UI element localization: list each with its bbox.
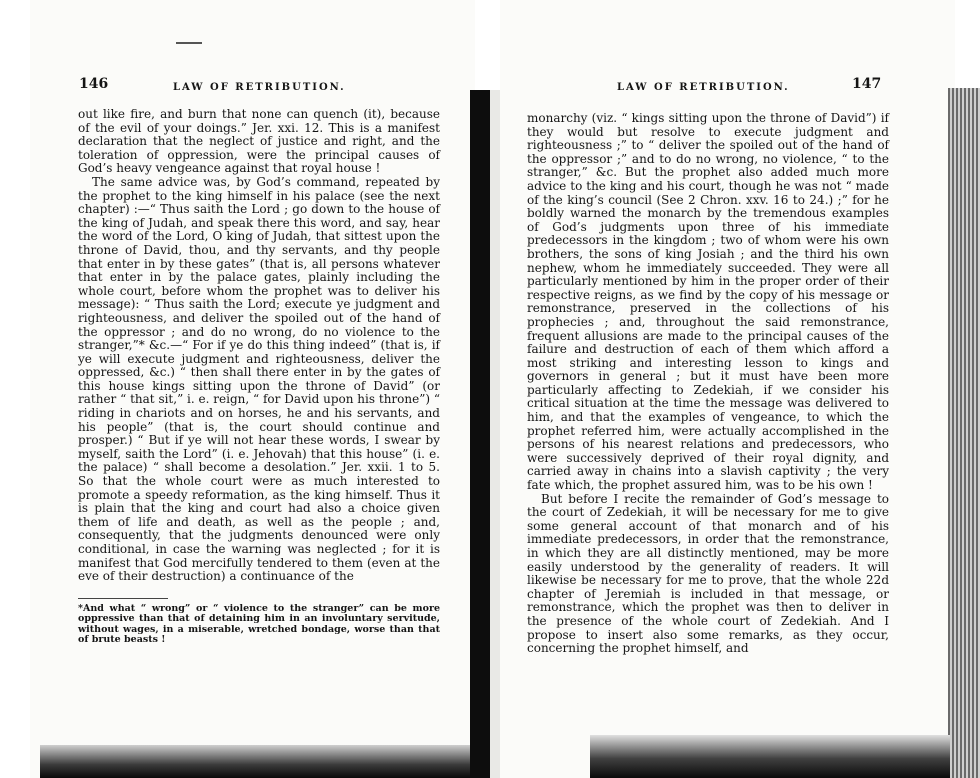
left-page-number: 146 bbox=[79, 76, 109, 92]
book-gutter-shadow bbox=[470, 90, 490, 778]
bottom-shadow-left bbox=[40, 745, 470, 778]
page-edges bbox=[948, 88, 980, 778]
left-paragraph-1: out like fire, and burn that none can quench (it), because of the evil of your doings.” Jer. xxi. 12. This is a manifest declaration that the neglect of justice and right, and the toleration of oppression, were the principal causes of God’s heavy vengeance against that royal house ! bbox=[78, 107, 440, 176]
right-running-head: LAW OF RETRIBUTION. bbox=[617, 82, 790, 93]
left-paragraph-2: The same advice was, by God’s command, repeated by the prophet to the king himself in his palace (see the next chapter) :—“ Thus saith the Lord ; go down to the house of the king of Judah, and speak there this word, and say, hear the word of the Lord, O king of Judah, that sittest upon the throne of David, thou, and thy servants, and thy people that enter in by these gates” (that is, all persons whatever that enter in by the palace gates, plainly including the whole court, before whom the prophet was to deliver his message): “ Thus saith the Lord; execute ye judgment and righteousness, and deliver the spoiled out of the hand of the oppressor ; and do no wrong, do no violence to the stranger,”* &c.—“ For if ye do this thing indeed” (that is, if ye will execute judgment and righteousness, deliver the oppressed, &c.) “ then shall there enter in by the gates of this house kings sitting upon the throne of David” (or rather “ that sit,” i. e. reign, “ for David upon his throne”) “ riding in chariots and on horses, he and his servants, and his people” (that is, the court should continue and prosper.) “ But if ye will not hear these words, I swear by myself, saith the Lord” (i. e. Jehovah) that this house” (i. e. the palace) “ shall become a desolation.” Jer. xxii. 1 to 5. So that the whole court were as much interested to promote a speedy reformation, as the king himself. Thus it is plain that the king and court had also a choice given them of life and death, as well as the people ; and, consequently, that the judgments denounced were only conditional, in case the warning was neglected ; for it is manifest that God mercifully tendered to them (even at the eve of their destruction) a continuance of the bbox=[78, 174, 440, 584]
page-mark bbox=[176, 42, 202, 44]
left-running-head: LAW OF RETRIBUTION. bbox=[173, 82, 346, 93]
right-paragraph-2: But before I recite the remainder of God’s message to the court of Zedekiah, it will be necessary for me to give some general account of that monarch and of his immediate predecessors, in order that the remonstrance, in which they are all distinctly mentioned, may be more easily understood by the generality of readers. It will likewise be necessary for me to prove, that the whole 22d chapter of Jeremiah is included in that message, or remonstrance, which the prophet was then to deliver in the presence of the whole court of Zedekiah. And I propose to insert also some remarks, as they occur, concerning the prophet himself, and bbox=[527, 491, 889, 656]
left-text-column bbox=[78, 108, 440, 584]
book-gutter-fold bbox=[490, 90, 500, 778]
right-page-number: 147 bbox=[852, 76, 882, 92]
right-text-column bbox=[527, 112, 889, 656]
right-paragraph-1: monarchy (viz. “ kings sitting upon the throne of David”) if they would but resolve to execute judgment and righteousness ;” to “ deliver the spoiled out of the hand of the oppressor ;” and to do no wrong, no violence, “ to the stranger,” &c. But the prophet also added much more advice to the king and his court, though he was not “ made of the king’s council (See 2 Chron. xxv. 16 to 24.) ;” for he boldly warned the monarch by the tremendous examples of God’s judgments upon three of his immediate predecessors in the kingdom ; two of whom were his own brothers, the sons of king Josiah ; and the third his own nephew, whom he immediately succeeded. They were all particularly mentioned by him in the proper order of their respective reigns, as we find by the copy of his message or remonstrance, preserved in the collections of his prophecies ; and, throughout the said remonstrance, frequent allusions are made to the principal causes of the failure and destruction of each of them which afford a most striking and interesting lesson to kings and governors in general ; but it must have been more particularly affecting to Zedekiah, if we consider his critical situation at the time the message was delivered to him, and that the examples of vengeance, to which the prophet referred him, were actually accomplished in the persons of his nearest relations and predecessors, who were successively deprived of their royal dignity, and carried away in chains into a slavish captivity ; the very fate which, the prophet assured him, was to be his own ! bbox=[527, 111, 889, 493]
footnote-rule bbox=[78, 598, 168, 599]
footnote: *And what “ wrong” or “ violence to the stranger” can be more oppressive than that of detaining him in an involuntary servitude, without wages, in a miserable, wretched bondage, worse than that of brute beasts ! bbox=[78, 603, 440, 646]
bottom-shadow-right bbox=[590, 735, 950, 778]
